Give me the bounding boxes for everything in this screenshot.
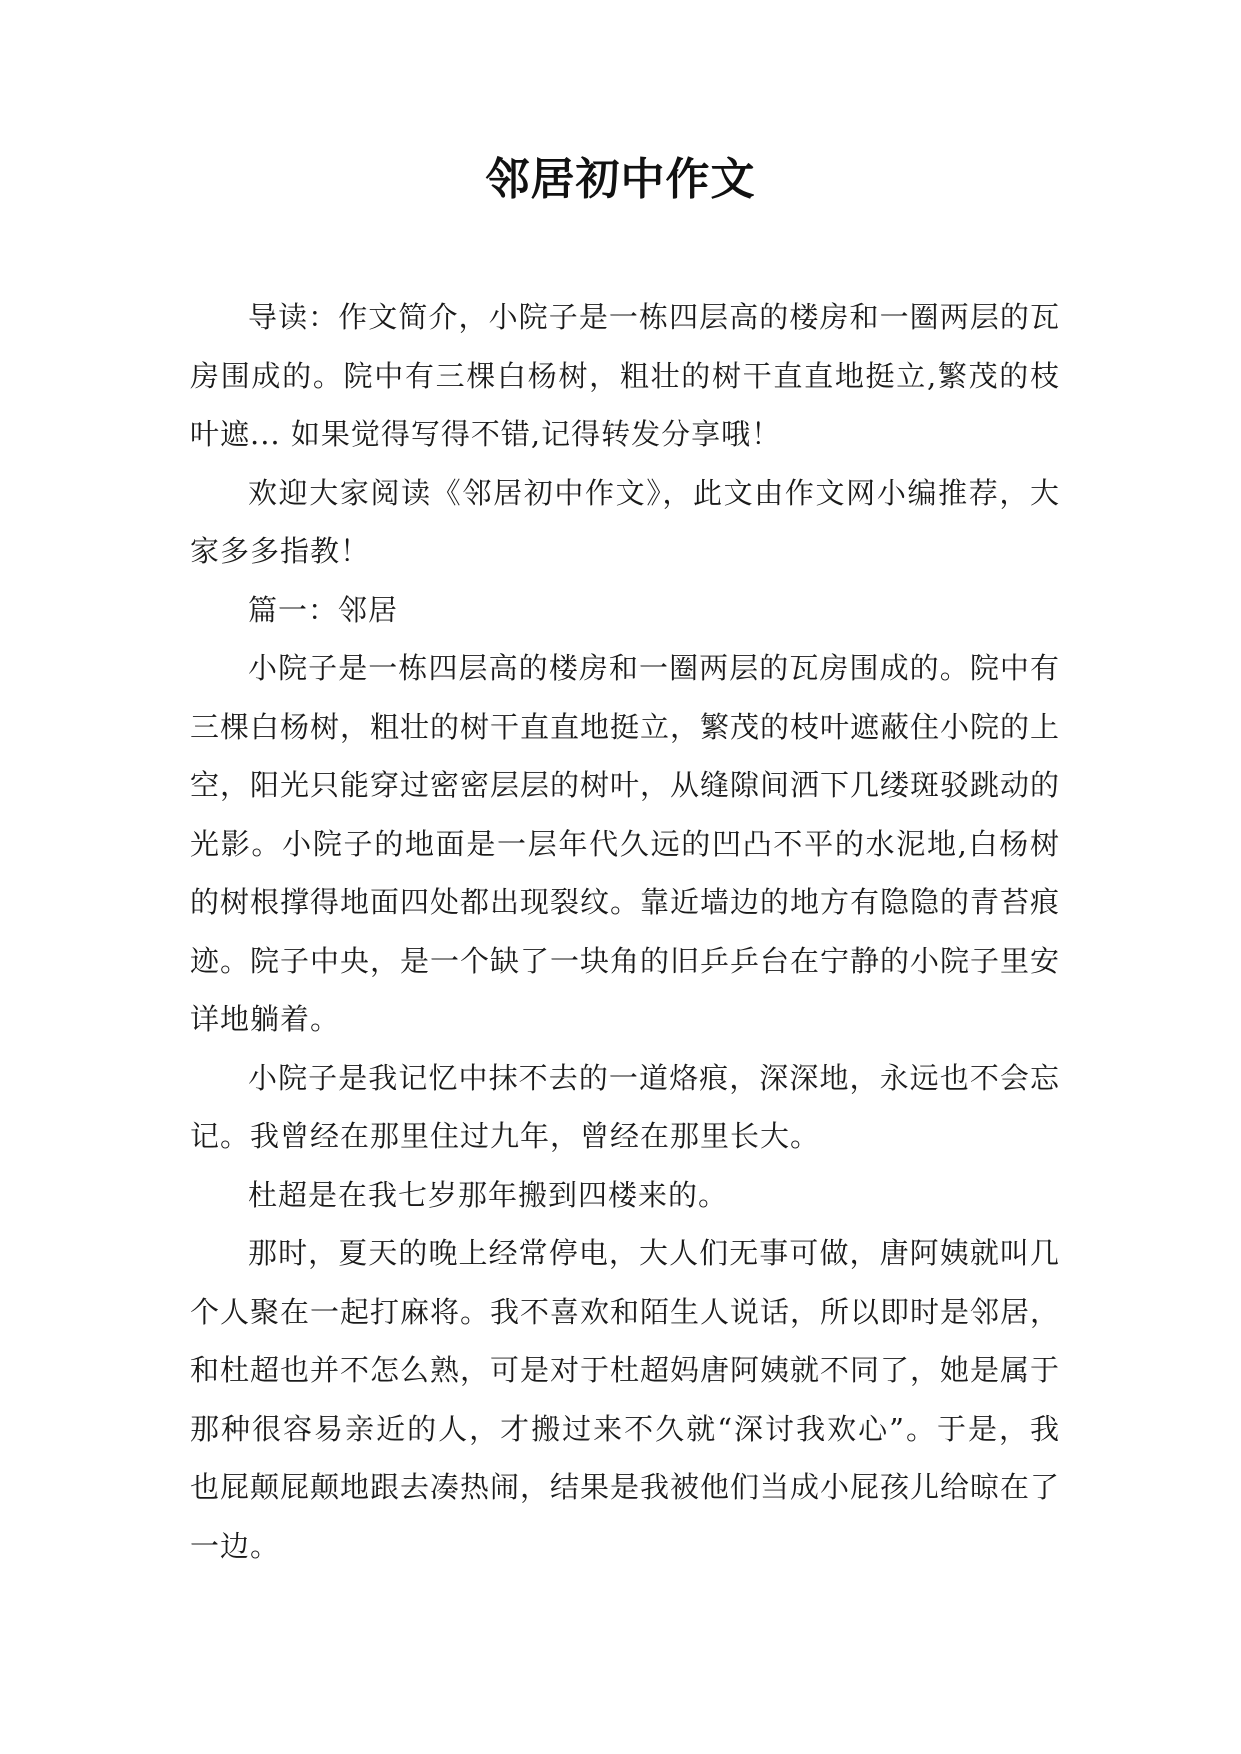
document-title: 邻居初中作文 [485,154,756,205]
paragraph-section-heading: 篇一：邻居 [248,592,399,627]
paragraph-intro: 导读：作文简介，小院子是一栋四层高的楼房和一圈两层的瓦房围成的。院中有三棵白杨树，粗壮的树干直直地挺立,繁茂的枝叶遮... 如果觉得写得不错,记得转发分享哦！ [190,300,1060,451]
paragraph-courtyard: 小院子是一栋四层高的楼房和一圈两层的瓦房围成的。院中有三棵白杨树，粗壮的树干直直地挺立，繁茂的枝叶遮蔽住小院的上空，阳光只能穿过密密层层的树叶，从缝隙间洒下几缕斑驳跳动的光影。小院子的地面是一层年代久远的凹凸不平的水泥地,白杨树的树根撑得地面四处都出现裂纹。靠近墙边的地方有隐隐的青苔痕迹。院子中央，是一个缺了一块角的旧乒乒台在宁静的小院子里安详地躺着。 [190,651,1061,1036]
paragraph-summer-nights: 那时，夏天的晚上经常停电，大人们无事可做，唐阿姨就叫几个人聚在一起打麻将。我不喜欢和陌生人说话，所以即时是邻居，和杜超也并不怎么熟，可是对于杜超妈唐阿姨就不同了，她是属于那种很容易亲近的人，才搬过来不久就“深讨我欢心”。于是，我也屁颠屁颠地跟去凑热闹，结果是我被他们当成小屁孩儿给晾在了一边。 [190,1236,1061,1563]
document-body [190,288,1060,1575]
paragraph-welcome: 欢迎大家阅读《邻居初中作文》，此文由作文网小编推荐，大家多多指教！ [190,475,1060,568]
paragraph-du-chao: 杜超是在我七岁那年搬到四楼来的。 [248,1177,729,1212]
paragraph-memory: 小院子是我记忆中抹不去的一道烙痕，深深地，永远也不会忘记。我曾经在那里住过九年，曾经在那里长大。 [190,1060,1060,1153]
